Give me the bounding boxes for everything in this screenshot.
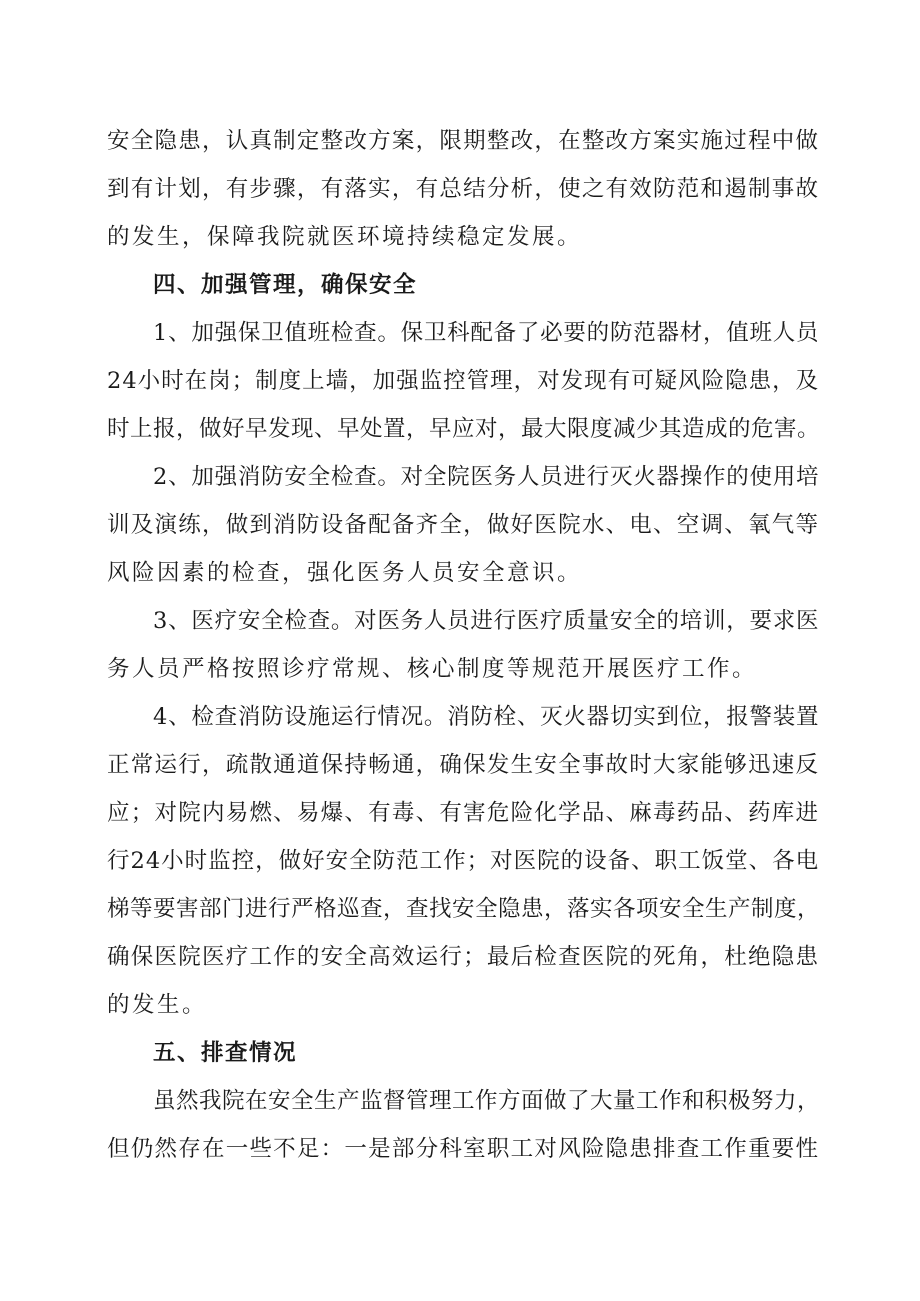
paragraph-line: 训及演练，做到消防设备配备齐全，做好医院水、电、空调、氧气等 — [107, 512, 819, 538]
section-heading-4: 四、加强管理，确保安全 — [153, 272, 418, 298]
paragraph-line: 梯等要害部门进行严格巡查，查找安全隐患，落实各项安全生产制度， — [107, 896, 821, 922]
paragraph-line: 的发生。 — [107, 992, 208, 1018]
paragraph-line: 24小时在岗；制度上墙，加强监控管理，对发现有可疑风险隐患，及 — [107, 368, 820, 394]
paragraph-line: 1、加强保卫值班检查。保卫科配备了必要的防范器材，值班人员 — [153, 320, 819, 346]
paragraph-line: 正常运行，疏散通道保持畅通，确保发生安全事故时大家能够迅速反 — [107, 752, 819, 778]
paragraph-line: 应；对院内易燃、易爆、有毒、有害危险化学品、麻毒药品、药库进 — [107, 800, 819, 826]
paragraph-line: 到有计划，有步骤，有落实，有总结分析，使之有效防范和遏制事故 — [107, 176, 819, 202]
section-heading-5: 五、排查情况 — [153, 1040, 298, 1066]
paragraph-line: 风险因素的检查，强化医务人员安全意识。 — [107, 560, 583, 586]
paragraph-line: 的发生，保障我院就医环境持续稳定发展。 — [107, 224, 583, 250]
paragraph-line: 但仍然存在一些不足：一是部分科室职工对风险隐患排查工作重要性 — [107, 1136, 819, 1162]
paragraph-line: 4、检查消防设施运行情况。消防栓、灭火器切实到位，报警装置 — [153, 704, 819, 730]
paragraph-line: 务人员严格按照诊疗常规、核心制度等规范开展医疗工作。 — [107, 656, 758, 682]
paragraph-line: 安全隐患，认真制定整改方案，限期整改，在整改方案实施过程中做 — [107, 128, 819, 154]
paragraph-line: 3、医疗安全检查。对医务人员进行医疗质量安全的培训，要求医 — [153, 608, 819, 634]
paragraph-line: 确保医院医疗工作的安全高效运行；最后检查医院的死角，杜绝隐患 — [107, 944, 819, 970]
paragraph-line: 虽然我院在安全生产监督管理工作方面做了大量工作和积极努力， — [153, 1088, 821, 1114]
paragraph-line: 2、加强消防安全检查。对全院医务人员进行灭火器操作的使用培 — [153, 464, 819, 490]
paragraph-line: 行24小时监控，做好安全防范工作；对医院的设备、职工饭堂、各电 — [107, 848, 820, 874]
paragraph-line: 时上报，做好早发现、早处置，早应对，最大限度减少其造成的危害。 — [107, 416, 821, 442]
